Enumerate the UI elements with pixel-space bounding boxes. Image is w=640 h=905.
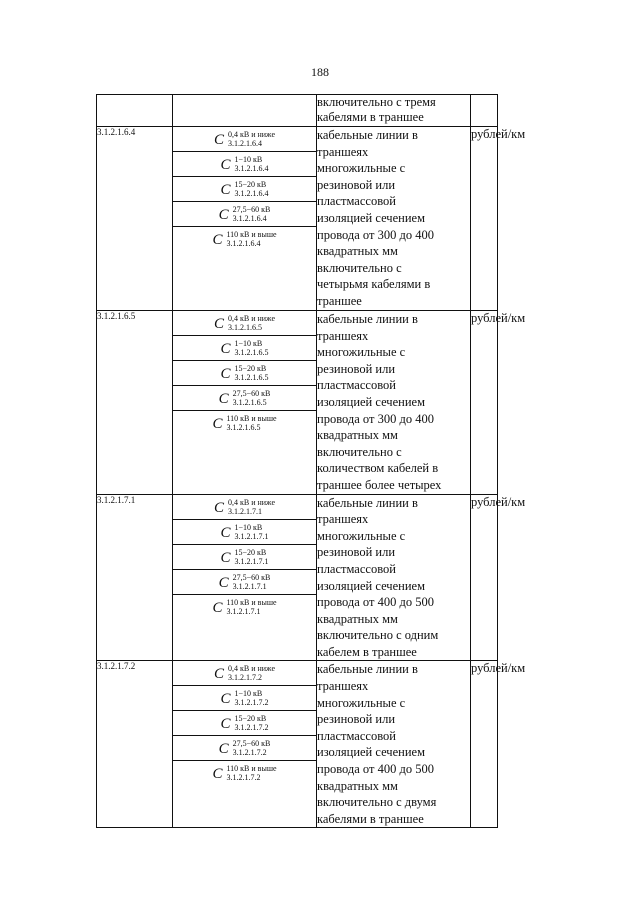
symbol-index: 3.1.2.1.7.1 <box>227 506 262 516</box>
description-line: кабельные линии в <box>317 662 418 677</box>
symbol-index: 3.1.2.1.6.5 <box>234 348 269 357</box>
rate-symbol <box>173 152 316 177</box>
symbol-index: 3.1.2.1.6.4 <box>234 189 269 198</box>
code-cell: 3.1.2.1.6.5 <box>97 311 173 495</box>
description-line: резиновой или <box>317 177 396 192</box>
rate-symbol-formula <box>219 739 271 757</box>
voltage-class: 1−10 кВ <box>234 339 263 348</box>
symbol-letter: C <box>220 716 231 733</box>
rate-symbol-formula <box>221 523 269 541</box>
description-line: изоляцией сечением <box>317 578 425 593</box>
rate-symbol <box>173 661 316 686</box>
description-cell <box>317 95 471 127</box>
rate-symbol <box>173 311 316 336</box>
voltage-class: 27,5−60 кВ <box>232 205 271 214</box>
unit-cell: рублей/км <box>471 127 498 311</box>
rate-symbol <box>173 595 316 619</box>
description-line: провода от 300 до 400 <box>317 411 434 426</box>
rate-symbol <box>173 411 316 435</box>
description-line: кабельные линии в <box>317 312 418 326</box>
description-line: резиновой или <box>317 712 396 727</box>
description-line: многожильные с <box>317 695 406 710</box>
rate-symbol-formula <box>221 548 269 566</box>
description-line: кабелями в траншее <box>317 110 424 124</box>
description-line: траншеях <box>317 679 369 694</box>
description-line: пластмассовой <box>317 561 396 576</box>
symbol-letter: C <box>220 691 231 708</box>
symbol-index: 3.1.2.1.7.2 <box>234 698 269 708</box>
symbol-index: 3.1.2.1.7.1 <box>232 581 267 591</box>
symbol-letter: C <box>220 524 231 541</box>
symbol-letter: C <box>212 766 223 783</box>
symbol-letter: C <box>212 232 223 248</box>
symbol-cell <box>173 494 317 661</box>
rate-symbol <box>173 361 316 386</box>
symbol-letter: C <box>213 316 224 332</box>
voltage-class: 27,5−60 кВ <box>232 739 271 749</box>
voltage-class: 15−20 кВ <box>234 180 267 189</box>
description-line: кабелем в траншее <box>317 644 417 659</box>
symbol-index: 3.1.2.1.6.5 <box>226 423 261 432</box>
rate-symbol-formula <box>221 339 269 357</box>
unit-cell: рублей/км <box>471 311 498 495</box>
code-cell: 3.1.2.1.6.4 <box>97 127 173 311</box>
rate-symbol <box>173 711 316 736</box>
description-line: изоляцией сечением <box>317 210 425 225</box>
rate-symbol <box>173 227 316 251</box>
rate-symbol <box>173 386 316 411</box>
rate-symbol-formula <box>212 764 276 782</box>
rate-symbol <box>173 127 316 152</box>
description-line: квадратных мм <box>317 611 398 626</box>
unit-cell <box>471 95 498 127</box>
table-row <box>97 311 498 495</box>
symbol-letter: C <box>218 391 229 407</box>
description-line: включительно с двумя <box>317 795 437 810</box>
table-row <box>97 661 498 828</box>
voltage-class: 1−10 кВ <box>234 689 263 699</box>
symbol-index: 3.1.2.1.6.4 <box>227 139 262 148</box>
symbol-letter: C <box>218 741 229 758</box>
symbol-index: 3.1.2.1.7.1 <box>234 531 269 541</box>
symbol-letter: C <box>218 574 229 591</box>
rate-symbol-formula <box>214 498 275 516</box>
description-line: резиновой или <box>317 545 396 560</box>
table-row <box>97 127 498 311</box>
rate-symbol <box>173 495 316 520</box>
symbol-letter: C <box>213 499 224 516</box>
description-line: траншеях <box>317 144 369 159</box>
description-line: количеством кабелей в <box>317 461 439 476</box>
description-line: включительно с <box>317 260 402 275</box>
rate-symbol-formula <box>221 180 269 198</box>
rate-symbol-formula <box>214 314 275 332</box>
symbol-cell <box>173 661 317 828</box>
voltage-class: 15−20 кВ <box>234 547 267 557</box>
description-line: многожильные с <box>317 528 406 543</box>
symbol-letter: C <box>213 666 224 683</box>
voltage-class: 1−10 кВ <box>234 155 263 164</box>
symbol-index: 3.1.2.1.7.2 <box>234 723 269 733</box>
symbol-cell <box>173 127 317 311</box>
rate-symbol-formula <box>212 414 276 432</box>
description-line: квадратных мм <box>317 428 398 443</box>
rate-symbol-formula <box>212 230 276 248</box>
voltage-class: 110 кВ и выше <box>226 597 277 607</box>
description-cell <box>317 311 471 495</box>
symbol-letter: C <box>213 132 224 148</box>
description-cell <box>317 494 471 661</box>
table-row-continuation <box>97 95 498 127</box>
voltage-class: 15−20 кВ <box>234 714 267 724</box>
description-line: провода от 400 до 500 <box>317 595 434 610</box>
symbol-stack <box>173 311 316 435</box>
description-line: включительно с одним <box>317 628 439 643</box>
unit-cell: рублей/км <box>471 494 498 661</box>
voltage-class: 15−20 кВ <box>234 364 267 373</box>
symbol-stack <box>173 661 316 785</box>
symbol-index: 3.1.2.1.7.2 <box>227 673 262 683</box>
description-line: кабельные линии в <box>317 495 418 510</box>
description-cell <box>317 127 471 311</box>
rate-symbol-formula <box>214 130 275 148</box>
symbol-index: 3.1.2.1.7.2 <box>232 748 267 758</box>
rate-symbol-formula <box>221 364 269 382</box>
symbol-index: 3.1.2.1.6.4 <box>226 239 261 248</box>
symbol-stack <box>173 127 316 251</box>
code-cell: 3.1.2.1.7.2 <box>97 661 173 828</box>
voltage-class: 110 кВ и выше <box>226 764 277 774</box>
description-line: кабельные линии в <box>317 128 418 142</box>
rate-symbol <box>173 336 316 361</box>
rate-symbol <box>173 686 316 711</box>
symbol-letter: C <box>218 207 229 223</box>
symbol-letter: C <box>220 182 231 198</box>
symbol-cell <box>173 95 317 127</box>
symbol-index: 3.1.2.1.6.4 <box>232 214 267 223</box>
description-line: траншее <box>317 293 362 308</box>
rate-symbol-formula <box>219 389 271 407</box>
symbol-letter: C <box>220 157 231 173</box>
description-line: траншее более четырех <box>317 477 442 492</box>
description-line: четырьмя кабелями в <box>317 277 431 292</box>
description-cell <box>317 661 471 828</box>
rate-symbol <box>173 545 316 570</box>
description-line: включительно с <box>317 444 402 459</box>
voltage-class: 27,5−60 кВ <box>232 572 271 582</box>
code-cell: 3.1.2.1.7.1 <box>97 494 173 661</box>
description-line: провода от 300 до 400 <box>317 227 434 242</box>
rate-symbol-formula <box>214 664 275 682</box>
symbol-index: 3.1.2.1.7.1 <box>226 606 261 616</box>
rate-symbol-formula <box>219 573 271 591</box>
symbol-letter: C <box>220 366 231 382</box>
symbol-index: 3.1.2.1.6.5 <box>227 323 262 332</box>
voltage-class: 110 кВ и выше <box>226 230 277 239</box>
description-line: квадратных мм <box>317 244 398 259</box>
rate-symbol <box>173 761 316 785</box>
rate-symbol <box>173 520 316 545</box>
symbol-stack <box>173 495 316 619</box>
rate-symbol-formula <box>221 689 269 707</box>
rate-symbol-formula <box>221 714 269 732</box>
rate-symbol <box>173 570 316 595</box>
symbol-index: 3.1.2.1.6.4 <box>234 164 269 173</box>
symbol-letter: C <box>212 416 223 432</box>
description-line: квадратных мм <box>317 778 398 793</box>
rate-symbol <box>173 736 316 761</box>
description-line: пластмассовой <box>317 728 396 743</box>
symbol-index: 3.1.2.1.7.1 <box>234 556 269 566</box>
symbol-index: 3.1.2.1.7.2 <box>226 773 261 783</box>
code-cell <box>97 95 173 127</box>
symbol-letter: C <box>220 341 231 357</box>
voltage-class: 0,4 кВ и ниже <box>227 497 276 507</box>
voltage-class: 110 кВ и выше <box>226 414 277 423</box>
symbol-cell <box>173 311 317 495</box>
symbol-letter: C <box>212 599 223 616</box>
description-line: резиновой или <box>317 361 396 376</box>
voltage-class: 0,4 кВ и ниже <box>227 130 276 139</box>
symbol-letter: C <box>220 549 231 566</box>
unit-cell: рублей/км <box>471 661 498 828</box>
description-line: изоляцией сечением <box>317 394 425 409</box>
rate-symbol-formula <box>212 598 276 616</box>
description-line: пластмассовой <box>317 378 396 393</box>
tariff-table <box>96 94 526 828</box>
voltage-class: 0,4 кВ и ниже <box>227 314 276 323</box>
rate-symbol <box>173 202 316 227</box>
description-line: включительно с тремя <box>317 95 436 109</box>
symbol-index: 3.1.2.1.6.5 <box>234 373 269 382</box>
description-line: многожильные с <box>317 345 406 360</box>
table-row <box>97 494 498 661</box>
rate-symbol-formula <box>219 205 271 223</box>
page-number: 188 <box>311 65 329 79</box>
rate-symbol-formula <box>221 155 269 173</box>
voltage-class: 27,5−60 кВ <box>232 389 271 398</box>
voltage-class: 1−10 кВ <box>234 522 263 532</box>
symbol-index: 3.1.2.1.6.5 <box>232 398 267 407</box>
description-line: многожильные с <box>317 161 406 176</box>
description-line: пластмассовой <box>317 194 396 209</box>
voltage-class: 0,4 кВ и ниже <box>227 664 276 674</box>
description-line: изоляцией сечением <box>317 745 425 760</box>
description-line: траншеях <box>317 328 369 343</box>
description-line: траншеях <box>317 512 369 527</box>
rate-symbol <box>173 177 316 202</box>
description-line: провода от 400 до 500 <box>317 762 434 777</box>
description-line: кабелями в траншее <box>317 811 424 826</box>
